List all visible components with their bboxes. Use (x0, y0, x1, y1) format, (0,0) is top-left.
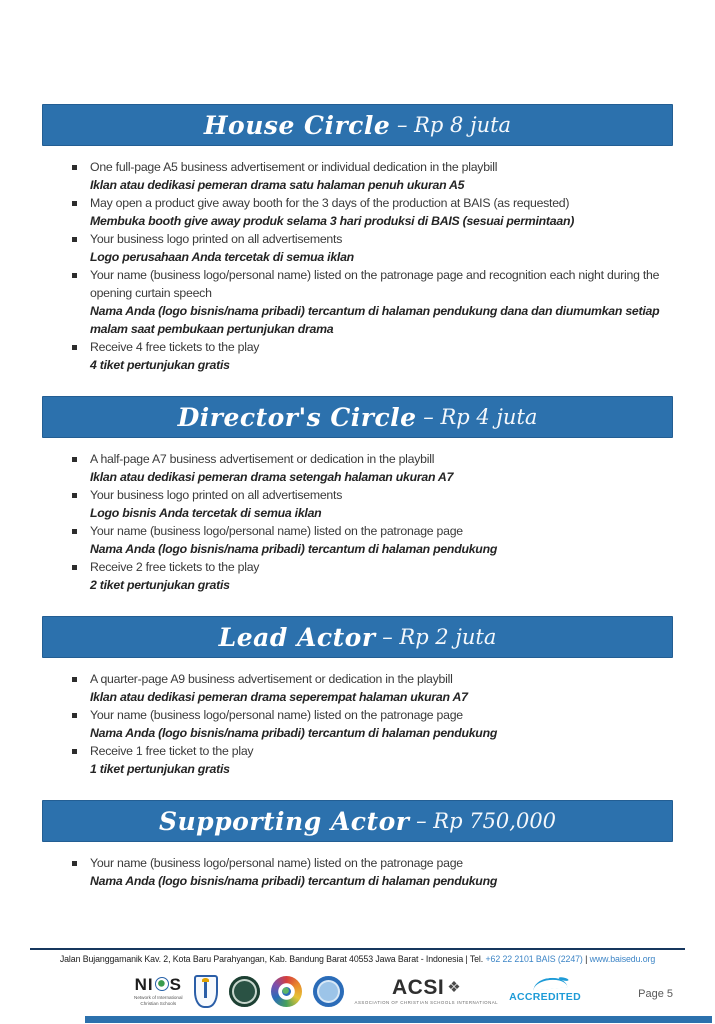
benefit-item (90, 670, 673, 706)
footer-address (30, 954, 685, 964)
benefit-text-en: A half-page A7 business advertisement or dedication in the playbill (90, 452, 435, 466)
bullet-square-icon (72, 273, 77, 278)
bullet-square-icon (72, 677, 77, 682)
benefit-text-id: 1 tiket pertunjukan gratis (90, 762, 230, 776)
green-seal-logo (229, 976, 260, 1007)
tier-banner (42, 800, 673, 842)
benefit-item (90, 266, 673, 338)
footer-url[interactable]: www.baisedu.org (589, 954, 656, 964)
globe-icon (155, 977, 169, 991)
bottom-accent-bar (85, 1016, 712, 1023)
benefit-item (90, 522, 673, 558)
benefit-item (90, 854, 673, 890)
benefit-text-en: Your name (business logo/personal name) listed on the patronage page (90, 524, 463, 538)
benefit-item (90, 194, 673, 230)
bullet-square-icon (72, 565, 77, 570)
benefit-text-en: Receive 4 free tickets to the play (90, 340, 260, 354)
tier-price: – Rp 8 juta (390, 113, 512, 137)
benefit-text-en: Your business logo printed on all advertisements (90, 232, 343, 246)
footer-separator: | (585, 954, 588, 964)
benefit-item (90, 230, 673, 266)
benefit-item (90, 486, 673, 522)
benefit-text-id: Membuka booth give away produk selama 3 hari produksi di BAIS (sesuai permintaan) (90, 214, 575, 228)
benefit-list (42, 158, 673, 374)
benefit-text-id: Nama Anda (logo bisnis/nama pribadi) tercantum di halaman pendukung (90, 726, 498, 740)
tier-title: Lead Actor (218, 622, 376, 652)
honor-society-shield-logo (194, 975, 218, 1008)
benefit-list (42, 854, 673, 890)
benefit-text-en: Receive 1 free ticket to the play (90, 744, 254, 758)
footer-phone: +62 22 2101 BAIS (2247) (485, 954, 583, 964)
bullet-square-icon (72, 201, 77, 206)
tier-banner (42, 396, 673, 438)
benefit-item (90, 558, 673, 594)
benefit-text-en: Receive 2 free tickets to the play (90, 560, 260, 574)
benefit-list (42, 670, 673, 778)
benefit-text-en: May open a product give away booth for the 3 days of the production at BAIS (as requested) (90, 196, 570, 210)
nics-subtext-line2: Christian Schools (140, 1000, 177, 1006)
benefit-list (42, 450, 673, 594)
benefit-text-id: 2 tiket pertunjukan gratis (90, 578, 230, 592)
tier-section (42, 800, 673, 890)
tier-price: – Rp 2 juta (375, 625, 497, 649)
benefit-text-id: 4 tiket pertunjukan gratis (90, 358, 230, 372)
tier-banner (42, 104, 673, 146)
benefit-item (90, 158, 673, 194)
bullet-square-icon (72, 713, 77, 718)
benefit-text-id: Logo bisnis Anda tercetak di semua iklan (90, 506, 322, 520)
benefit-item (90, 742, 673, 778)
benefit-item (90, 706, 673, 742)
benefit-text-id: Logo perusahaan Anda tercetak di semua iklan (90, 250, 354, 264)
bullet-square-icon (72, 493, 77, 498)
tier-section (42, 616, 673, 778)
benefit-text-en: Your business logo printed on all advertisements (90, 488, 343, 502)
blue-seal-logo (313, 976, 344, 1007)
accreditation-logos (30, 971, 685, 1011)
benefit-text-id: Iklan atau dedikasi pemeran drama setengah halaman ukuran A7 (90, 470, 454, 484)
bullet-square-icon (72, 345, 77, 350)
nics-logo (134, 976, 183, 1007)
benefit-text-en: Your name (business logo/personal name) listed on the patronage page and recognition each night during the opening curtain speech (90, 268, 660, 300)
footer-address-text: Jalan Bujanggamanik Kav. 2, Kota Baru Parahyangan, Kab. Bandung Barat 40553 Jawa Barat - Indonesia | Tel. (59, 954, 484, 964)
nics-subtext-line1: Network of International (134, 994, 183, 1000)
acsi-subtext: ASSOCIATION OF CHRISTIAN SCHOOLS INTERNATIONAL (354, 999, 499, 1005)
benefit-text-en: Your name (business logo/personal name) listed on the patronage page (90, 708, 463, 722)
tier-title: Supporting Actor (158, 806, 410, 836)
benefit-text-id: Nama Anda (logo bisnis/nama pribadi) tercantum di halaman pendukung dana dan diumumkan setiap malam saat pembukaan pertunjukan drama (90, 304, 660, 336)
bullet-square-icon (72, 529, 77, 534)
benefit-text-id: Nama Anda (logo bisnis/nama pribadi) tercantum di halaman pendukung (90, 542, 498, 556)
accredited-label: ACCREDITED (509, 991, 581, 1003)
benefit-text-id: Iklan atau dedikasi pemeran drama satu halaman penuh ukuran A5 (90, 178, 465, 192)
torch-icon (204, 982, 207, 998)
tier-section (42, 104, 673, 374)
nics-wordmark (134, 976, 183, 993)
swoosh-icon (533, 976, 568, 990)
tier-title: House Circle (203, 110, 391, 140)
bullet-square-icon (72, 457, 77, 462)
tier-title: Director's Circle (177, 402, 417, 432)
tier-banner (42, 616, 673, 658)
acsi-logo (355, 977, 499, 1005)
bullet-square-icon (72, 749, 77, 754)
benefit-item (90, 450, 673, 486)
benefit-item (90, 338, 673, 374)
benefit-text-id: Nama Anda (logo bisnis/nama pribadi) tercantum di halaman pendukung (90, 874, 498, 888)
acsi-mark-icon: ❖ (447, 979, 461, 997)
bullet-square-icon (72, 237, 77, 242)
tier-section (42, 396, 673, 594)
benefit-text-en: One full-page A5 business advertisement or individual dedication in the playbill (90, 160, 498, 174)
sections (42, 104, 673, 912)
benefit-text-en: Your name (business logo/personal name) listed on the patronage page (90, 856, 463, 870)
earcos-logo (271, 976, 302, 1007)
tier-price: – Rp 4 juta (416, 405, 538, 429)
nics-text-pre: NI (134, 974, 154, 994)
bullet-square-icon (72, 165, 77, 170)
acsi-wordmark: ACSI (392, 976, 445, 1000)
page-footer (30, 948, 685, 1024)
footer-divider (30, 948, 685, 950)
nics-subtext (134, 995, 183, 1007)
benefit-text-en: A quarter-page A9 business advertisement or dedication in the playbill (90, 672, 453, 686)
bullet-square-icon (72, 861, 77, 866)
tier-price: – Rp 750,000 (409, 809, 557, 833)
page-number: Page 5 (638, 988, 673, 1000)
nics-text-post: S (169, 974, 182, 994)
benefit-text-id: Iklan atau dedikasi pemeran drama seperempat halaman ukuran A7 (90, 690, 468, 704)
accredited-logo (509, 978, 581, 1004)
